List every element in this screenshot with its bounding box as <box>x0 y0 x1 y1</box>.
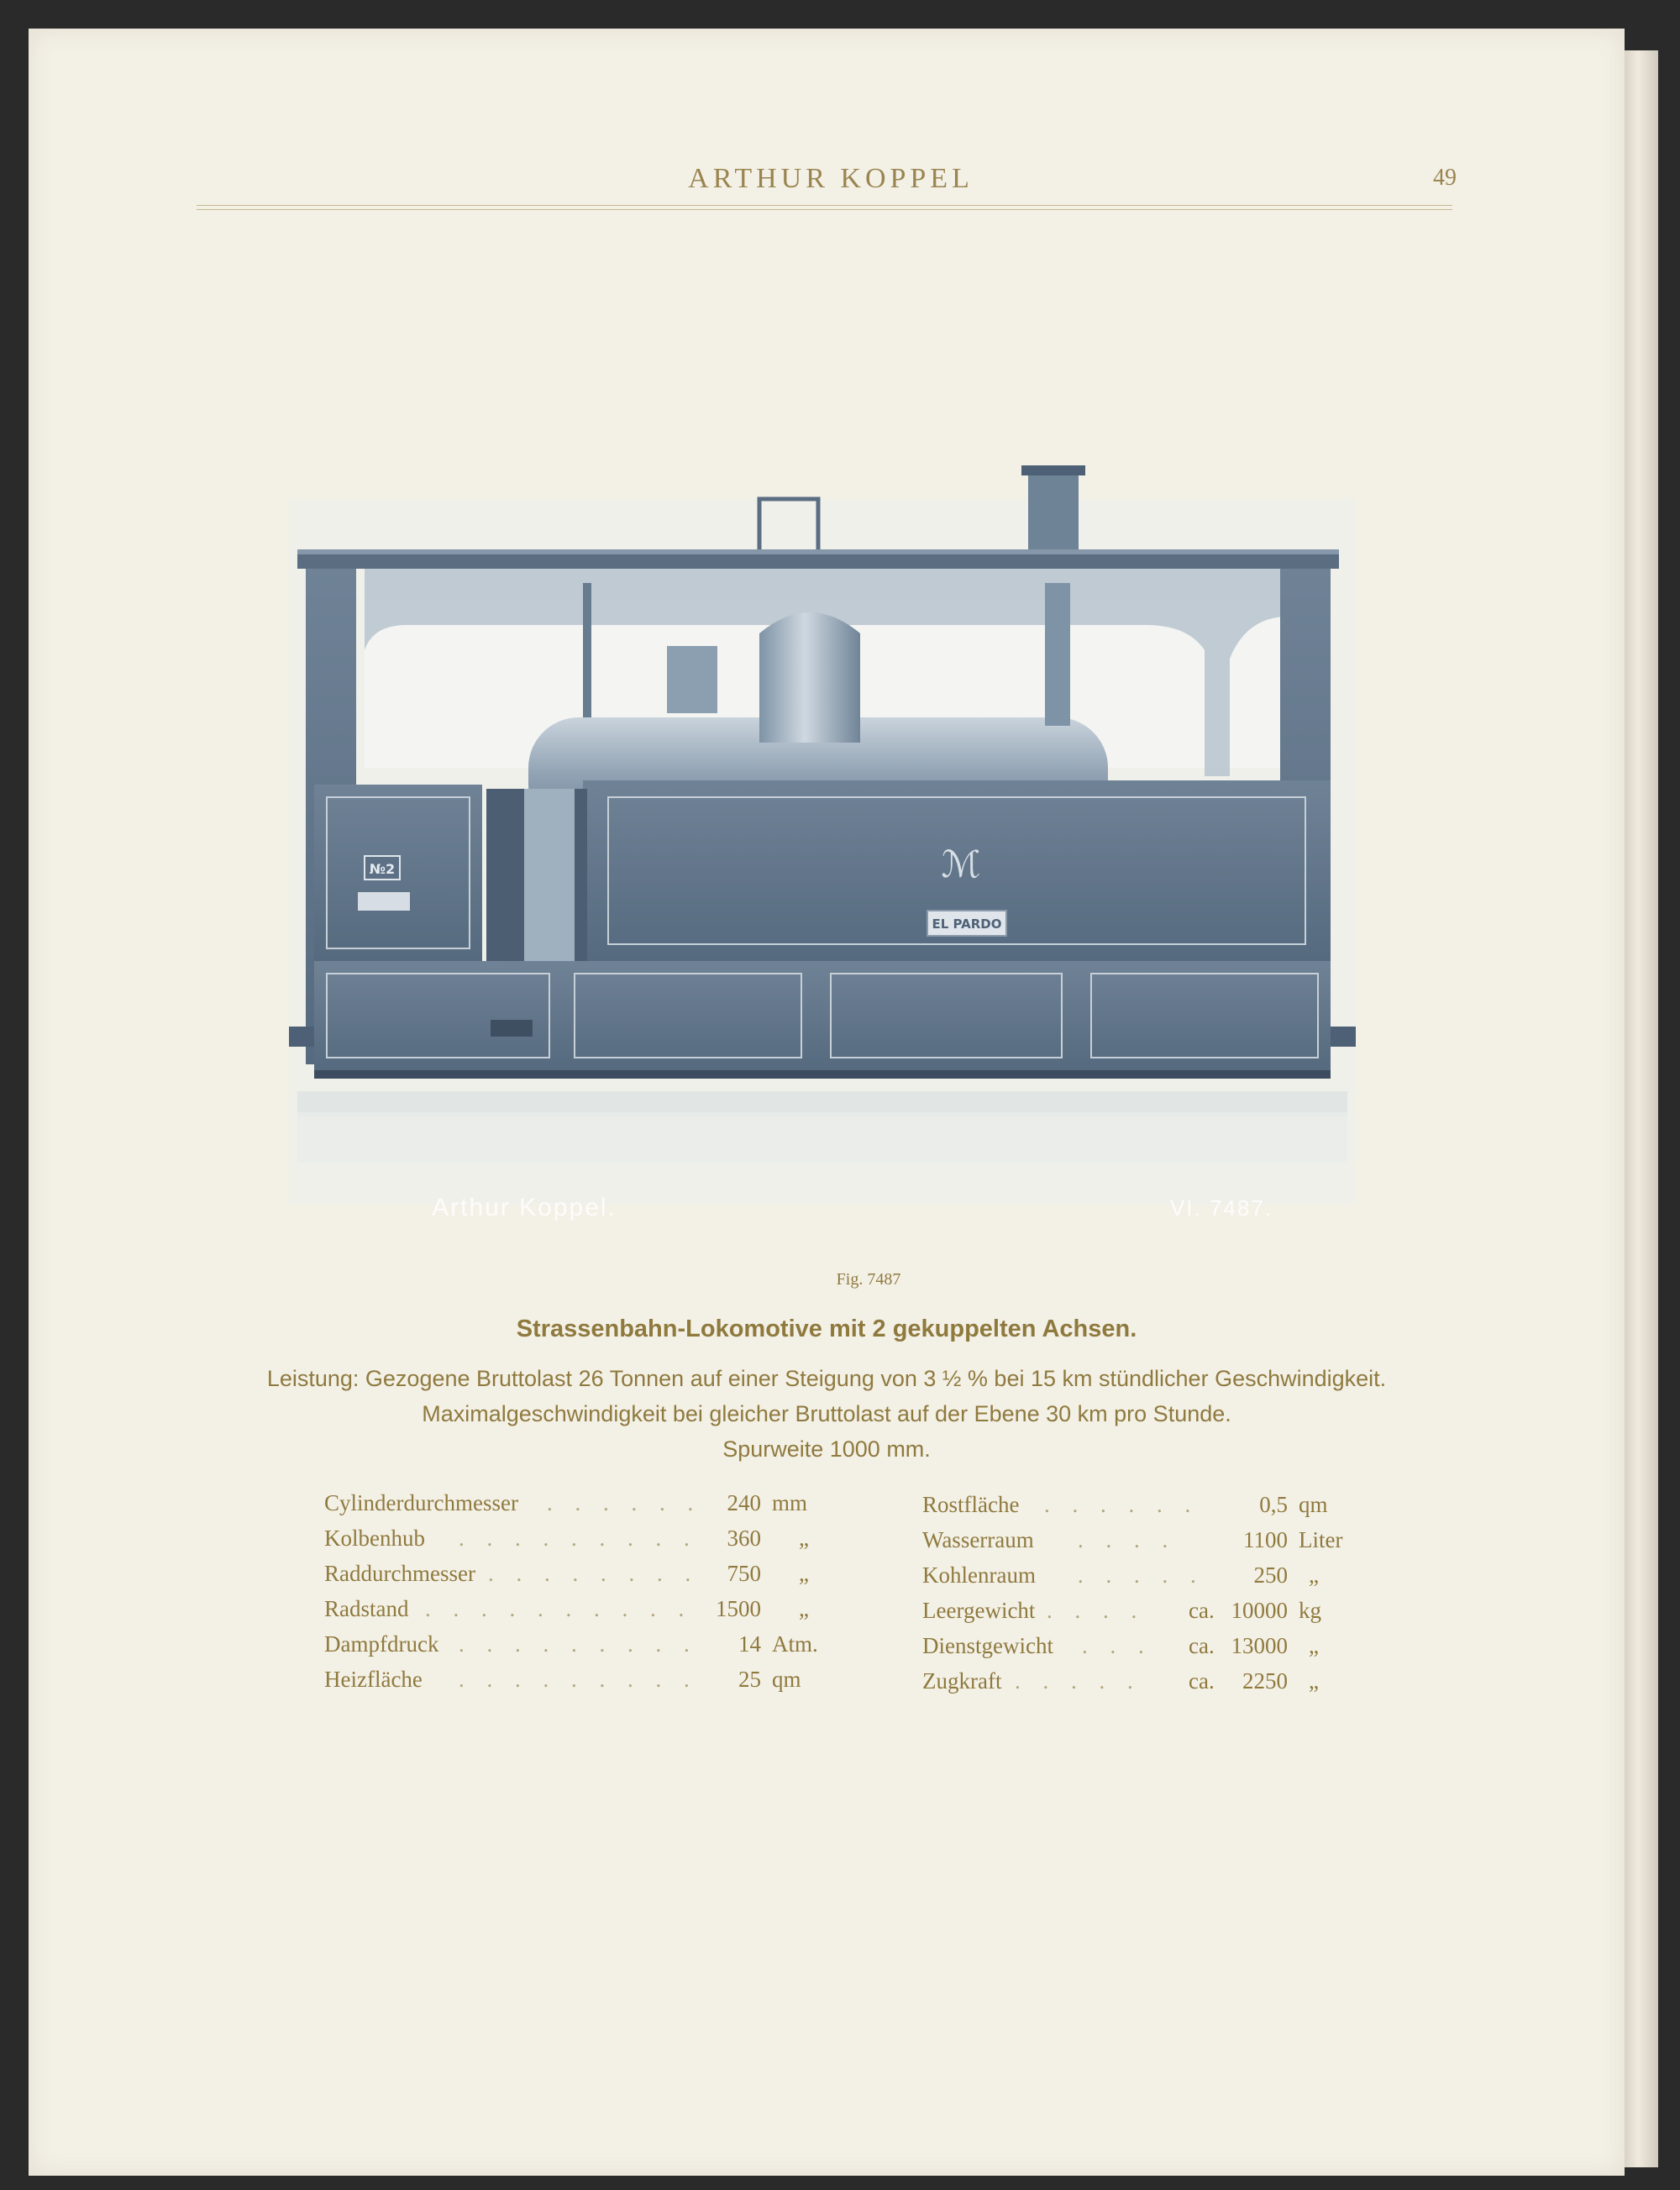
catalog-page <box>29 29 1625 2176</box>
spec-value: 25 <box>738 1667 761 1692</box>
builder-plate <box>358 892 410 911</box>
spec-row <box>324 1490 862 1526</box>
steam-dome <box>759 612 860 743</box>
spec-unit: kg <box>1299 1598 1321 1623</box>
spec-label: Dienstgewicht <box>922 1633 1053 1658</box>
monogram-emblem: ℳ <box>941 843 981 886</box>
locomotive-illustration <box>281 465 1364 1242</box>
spec-value: 750 <box>727 1561 761 1586</box>
spec-row <box>922 1633 1443 1668</box>
water-tank-fitting <box>667 646 717 713</box>
photo-watermark-left: Arthur Koppel. <box>432 1194 617 1221</box>
spec-unit: „ <box>1309 1633 1319 1658</box>
spec-label: Radstand <box>324 1596 409 1621</box>
spec-value: 13000 <box>1231 1633 1288 1658</box>
leader-dots: . . . . . . <box>1044 1492 1200 1517</box>
running-board <box>314 1070 1331 1079</box>
spec-label: Dampfdruck <box>324 1631 439 1657</box>
spec-unit: mm <box>772 1490 808 1515</box>
spec-unit: „ <box>799 1526 809 1551</box>
leader-dots: . . . . . . . . . <box>459 1526 698 1551</box>
spec-row <box>922 1668 1443 1704</box>
spec-row <box>922 1562 1443 1598</box>
spec-table-left <box>324 1490 862 1702</box>
spec-row <box>324 1667 862 1702</box>
spec-row <box>324 1631 862 1667</box>
spec-prefix: ca. <box>1189 1668 1215 1694</box>
spec-label: Zugkraft <box>922 1668 1002 1694</box>
page-number: 49 <box>1433 165 1457 191</box>
leader-dots: . . . . . . . . <box>488 1561 700 1586</box>
leader-dots: . . . . . . <box>547 1490 702 1515</box>
buffer-left <box>289 1027 314 1047</box>
leader-dots: . . . . . . . . . <box>459 1631 698 1657</box>
number-plate-text: №2 <box>369 861 396 877</box>
leader-dots: . . . . <box>1047 1598 1146 1623</box>
spec-unit: „ <box>1309 1562 1319 1588</box>
spec-table-right <box>922 1492 1443 1704</box>
spec-label: Cylinderdurchmesser <box>324 1490 518 1515</box>
performance-description: Leistung: Gezogene Bruttolast 26 Tonnen auf einer Steigung von 3 ½ % bei 15 km stündlicher Geschwindigkeit. <box>266 1366 1387 1391</box>
leader-dots: . . . . . <box>1015 1668 1142 1694</box>
page-stack-edge <box>1625 50 1658 2167</box>
max-speed-description: Maximalgeschwindigkeit bei gleicher Bruttolast auf der Ebene 30 km pro Stunde. <box>422 1401 1231 1426</box>
spec-value: 250 <box>1253 1562 1288 1588</box>
figure-label: Fig. 7487 <box>836 1270 901 1289</box>
leader-dots: . . . . <box>1078 1527 1177 1552</box>
spec-label: Kolbenhub <box>324 1526 425 1551</box>
spec-value: 0,5 <box>1259 1492 1288 1517</box>
spec-value: 14 <box>738 1631 761 1657</box>
track-gauge-description: Spurweite 1000 mm. <box>722 1436 931 1462</box>
header-rule <box>197 205 1452 210</box>
spec-label: Leergewicht <box>922 1598 1036 1623</box>
buffer-right <box>1331 1027 1356 1047</box>
leader-dots: . . . . . . . . . . <box>425 1596 693 1621</box>
chimney <box>1028 465 1079 549</box>
photo-watermark-right: VI. 7487. <box>1169 1195 1273 1221</box>
running-header-title: ARTHUR KOPPEL <box>688 163 974 194</box>
spec-row <box>922 1598 1443 1633</box>
spec-value: 240 <box>727 1490 761 1515</box>
spec-row <box>922 1492 1443 1527</box>
spec-unit: „ <box>799 1561 809 1586</box>
spec-value: 360 <box>727 1526 761 1551</box>
skirt <box>314 961 1331 1070</box>
spec-prefix: ca. <box>1189 1598 1215 1623</box>
spec-value: 1500 <box>716 1596 761 1621</box>
spec-unit: qm <box>772 1667 801 1692</box>
spec-unit: „ <box>799 1596 809 1621</box>
spec-row <box>324 1596 862 1631</box>
spec-unit: Atm. <box>772 1631 818 1657</box>
leader-dots: . . . . . . . . . <box>459 1667 698 1692</box>
leader-dots: . . . . . <box>1078 1562 1205 1588</box>
spec-unit: qm <box>1299 1492 1328 1517</box>
spec-value: 2250 <box>1242 1668 1288 1694</box>
figure-title: Strassenbahn-Lokomotive mit 2 gekuppelten Achsen. <box>516 1316 1137 1342</box>
spec-row <box>324 1526 862 1561</box>
spec-row <box>922 1527 1443 1562</box>
spec-label: Kohlenraum <box>922 1562 1036 1588</box>
spec-value: 1100 <box>1243 1527 1288 1552</box>
spec-row <box>324 1561 862 1596</box>
spec-label: Rostfläche <box>922 1492 1020 1517</box>
spec-unit: Liter <box>1299 1527 1343 1552</box>
nameplate-text: EL PARDO <box>932 916 1002 932</box>
spec-label: Heizfläche <box>324 1667 423 1692</box>
leader-dots: . . . <box>1082 1633 1152 1658</box>
spec-label: Wasserraum <box>922 1527 1034 1552</box>
spec-prefix: ca. <box>1189 1633 1215 1658</box>
spec-value: 10000 <box>1231 1598 1288 1623</box>
spec-label: Raddurchmesser <box>324 1561 475 1586</box>
spec-unit: „ <box>1309 1668 1319 1694</box>
roof <box>297 554 1339 569</box>
